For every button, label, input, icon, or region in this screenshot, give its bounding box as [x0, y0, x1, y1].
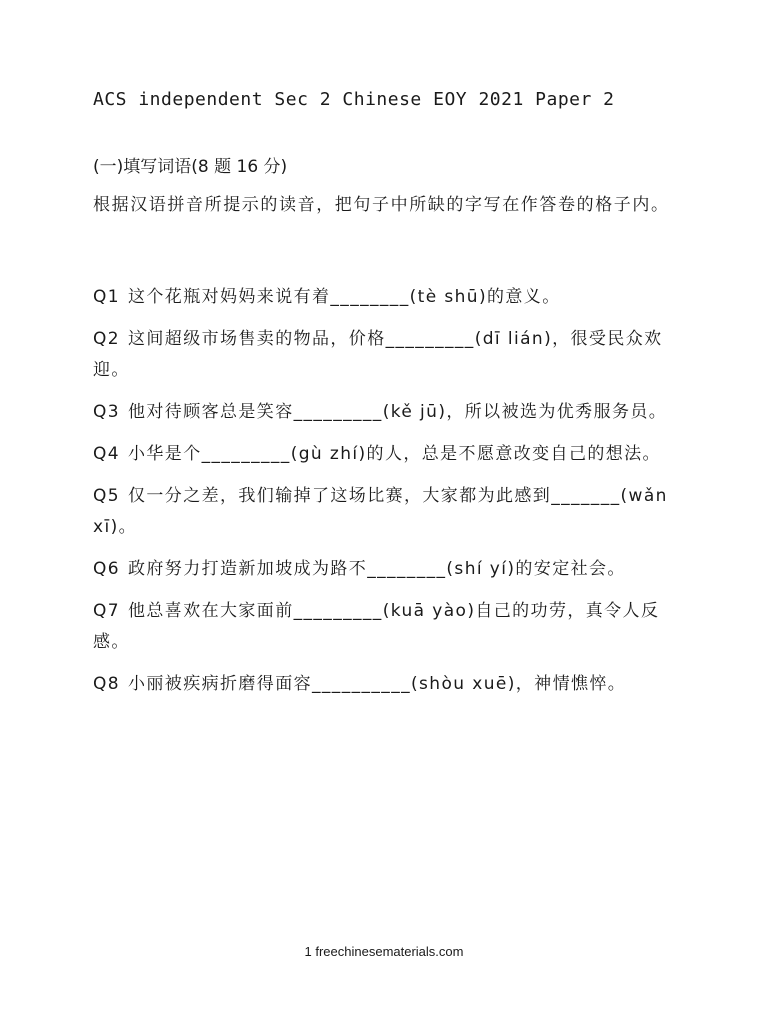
question-text: 这间超级市场售卖的物品，价格_________(dī lián)，很受民众欢迎。 — [93, 329, 663, 380]
question-text: 这个花瓶对妈妈来说有着________(tè shū)的意义。 — [128, 287, 561, 307]
question-text: 他对待顾客总是笑容_________(kě jū)，所以被选为优秀服务员。 — [128, 402, 668, 422]
question-number: Q7 — [93, 601, 120, 621]
question-number: Q4 — [93, 444, 120, 464]
question-8 — [93, 669, 683, 700]
question-6 — [93, 554, 683, 585]
section-heading: (一)填写词语(8 题 16 分) — [93, 157, 288, 177]
question-1 — [93, 282, 683, 313]
question-2 — [93, 324, 683, 386]
question-number: Q2 — [93, 329, 120, 349]
question-text: 仅一分之差，我们输掉了这场比赛，大家都为此感到_______(wǎn xī)。 — [93, 486, 668, 537]
document-title: ACS independent Sec 2 Chinese EOY 2021 Paper 2 — [93, 89, 615, 110]
question-number: Q1 — [93, 287, 120, 307]
question-7 — [93, 596, 683, 658]
question-3 — [93, 397, 683, 428]
question-text: 小丽被疾病折磨得面容__________(shòu xuē)，神情憔悴。 — [128, 674, 627, 694]
question-list — [93, 282, 683, 711]
question-number: Q3 — [93, 402, 120, 422]
question-number: Q8 — [93, 674, 120, 694]
question-text: 他总喜欢在大家面前_________(kuā yào)自己的功劳，真令人反感。 — [93, 601, 660, 652]
question-number: Q6 — [93, 559, 120, 579]
question-text: 小华是个_________(gù zhí)的人，总是不愿意改变自己的想法。 — [128, 444, 661, 464]
question-text: 政府努力打造新加坡成为路不________(shí yí)的安定社会。 — [128, 559, 626, 579]
page-footer: 1 freechinesematerials.com — [304, 944, 464, 959]
question-number: Q5 — [93, 486, 120, 506]
question-5 — [93, 481, 683, 543]
question-4 — [93, 439, 683, 470]
instructions-text: 根据汉语拼音所提示的读音，把句子中所缺的字写在作答卷的格子内。 — [93, 195, 670, 215]
